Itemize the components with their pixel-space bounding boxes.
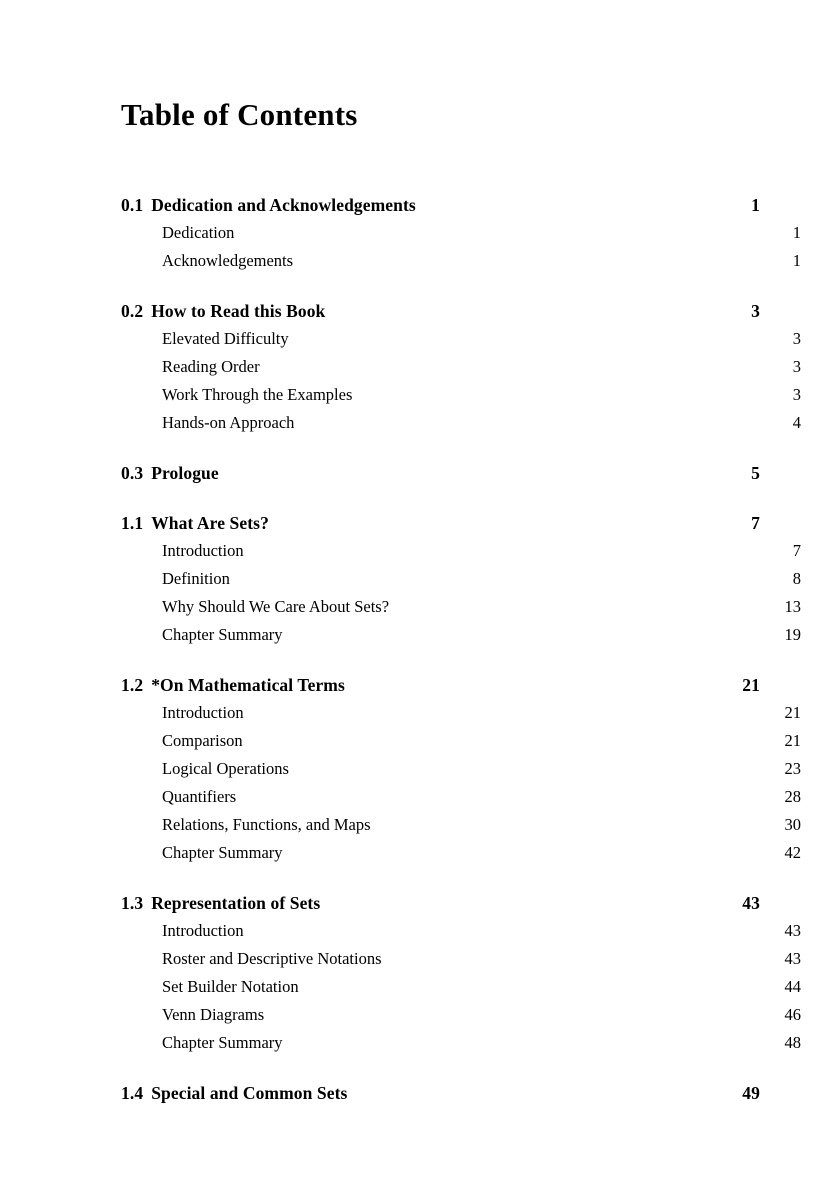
toc-entry-label: Venn Diagrams: [162, 1004, 265, 1024]
toc-entry-label: Reading Order: [162, 356, 260, 376]
toc-section-row[interactable]: [121, 671, 760, 699]
toc-entry-page-number: 43: [784, 948, 801, 968]
toc-entry-row[interactable]: [121, 917, 801, 945]
toc-entry-label: Introduction: [162, 920, 244, 940]
toc-entry-row[interactable]: [121, 247, 801, 275]
toc-entry-page-number: 48: [784, 1032, 801, 1052]
toc-entry-page-number: 19: [784, 624, 801, 644]
toc-entry-label: Dedication: [162, 222, 235, 242]
toc-entry-page-number: 7: [792, 540, 801, 560]
toc-section-row[interactable]: [121, 889, 760, 917]
page-title: Table of Contents: [121, 97, 358, 132]
toc-section-label: Prologue: [151, 462, 219, 483]
toc-entry-row[interactable]: [121, 727, 801, 755]
toc-entry-page-number: 3: [792, 356, 801, 376]
toc-entry-page-number: 21: [784, 702, 801, 722]
toc-entry-page-number: 13: [784, 596, 801, 616]
toc-entry-page-number: 44: [784, 976, 801, 996]
toc-section-row[interactable]: [121, 459, 760, 487]
toc-entry-page-number: 42: [784, 842, 801, 862]
toc-section-block: [121, 509, 801, 649]
toc-entry-row[interactable]: [121, 621, 801, 649]
toc-entry-page-number: 43: [784, 920, 801, 940]
toc-section-page-number: 43: [742, 892, 760, 913]
toc-entry-row[interactable]: [121, 699, 801, 727]
toc-entry-label: Definition: [162, 568, 230, 588]
toc-section-block: [121, 297, 801, 437]
toc-entry-row[interactable]: [121, 1029, 801, 1057]
table-of-contents: [121, 97, 801, 1103]
toc-section-row[interactable]: [121, 191, 760, 219]
toc-entry-label: Quantifiers: [162, 786, 237, 806]
toc-entry-row[interactable]: [121, 325, 801, 353]
toc-section-label: *On Mathematical Terms: [151, 674, 345, 695]
toc-section-row[interactable]: [121, 509, 760, 537]
toc-section-row[interactable]: [121, 1079, 760, 1107]
toc-entry-row[interactable]: [121, 537, 801, 565]
toc-entry-page-number: 3: [792, 384, 801, 404]
toc-entry-row[interactable]: [121, 409, 801, 437]
toc-section-block: [121, 889, 801, 1057]
toc-entry-page-number: 3: [792, 328, 801, 348]
toc-section-label: Representation of Sets: [151, 892, 321, 913]
toc-section-block: [121, 459, 760, 487]
toc-entry-label: Work Through the Examples: [162, 384, 353, 404]
toc-section-page-number: 3: [751, 300, 760, 321]
toc-entry-label: Set Builder Notation: [162, 976, 299, 996]
toc-entry-label: Chapter Summary: [162, 1032, 283, 1052]
toc-entry-page-number: 4: [792, 412, 801, 432]
toc-entry-row[interactable]: [121, 811, 801, 839]
toc-section-label: How to Read this Book: [151, 300, 326, 321]
toc-entry-row[interactable]: [121, 565, 801, 593]
toc-entry-page-number: 30: [784, 814, 801, 834]
toc-entry-label: Logical Operations: [162, 758, 289, 778]
toc-entry-label: Why Should We Care About Sets?: [162, 596, 390, 616]
toc-entry-row[interactable]: [121, 353, 801, 381]
toc-section-number: 0.1: [121, 194, 144, 215]
toc-entry-row[interactable]: [121, 839, 801, 867]
toc-section-page-number: 7: [751, 512, 760, 533]
toc-entry-label: Comparison: [162, 730, 243, 750]
toc-entry-label: Relations, Functions, and Maps: [162, 814, 371, 834]
toc-section-number: 1.1: [121, 512, 144, 533]
toc-entry-row[interactable]: [121, 219, 801, 247]
toc-section-row[interactable]: [121, 297, 760, 325]
toc-entry-row[interactable]: [121, 755, 801, 783]
toc-entry-row[interactable]: [121, 593, 801, 621]
toc-section-label: Dedication and Acknowledgements: [151, 194, 416, 215]
toc-section-list: [121, 191, 801, 1107]
toc-section-block: [121, 191, 801, 275]
toc-entry-page-number: 1: [792, 222, 801, 242]
toc-section-block: [121, 671, 801, 867]
toc-entry-label: Acknowledgements: [162, 250, 294, 270]
toc-entry-row[interactable]: [121, 973, 801, 1001]
toc-entry-row[interactable]: [121, 945, 801, 973]
toc-entry-label: Hands-on Approach: [162, 412, 295, 432]
toc-section-number: 0.2: [121, 300, 144, 321]
toc-entry-page-number: 28: [784, 786, 801, 806]
toc-entry-label: Chapter Summary: [162, 624, 283, 644]
toc-entry-label: Elevated Difficulty: [162, 328, 289, 348]
toc-section-number: 1.3: [121, 892, 144, 913]
toc-section-page-number: 21: [742, 674, 760, 695]
toc-entry-page-number: 46: [784, 1004, 801, 1024]
toc-section-block: [121, 1079, 760, 1107]
toc-entry-label: Roster and Descriptive Notations: [162, 948, 382, 968]
toc-entry-label: Chapter Summary: [162, 842, 283, 862]
toc-section-page-number: 1: [751, 194, 760, 215]
toc-section-number: 0.3: [121, 462, 144, 483]
toc-entry-label: Introduction: [162, 702, 244, 722]
toc-entry-page-number: 21: [784, 730, 801, 750]
toc-entry-row[interactable]: [121, 1001, 801, 1029]
toc-entry-page-number: 1: [792, 250, 801, 270]
toc-entry-page-number: 23: [784, 758, 801, 778]
toc-entry-row[interactable]: [121, 381, 801, 409]
toc-section-number: 1.2: [121, 674, 144, 695]
toc-entry-page-number: 8: [792, 568, 801, 588]
toc-entry-row[interactable]: [121, 783, 801, 811]
toc-section-number: 1.4: [121, 1082, 144, 1103]
toc-entry-label: Introduction: [162, 540, 244, 560]
toc-section-page-number: 49: [742, 1082, 760, 1103]
toc-section-page-number: 5: [751, 462, 760, 483]
toc-section-label: Special and Common Sets: [151, 1082, 348, 1103]
toc-section-label: What Are Sets?: [151, 512, 269, 533]
